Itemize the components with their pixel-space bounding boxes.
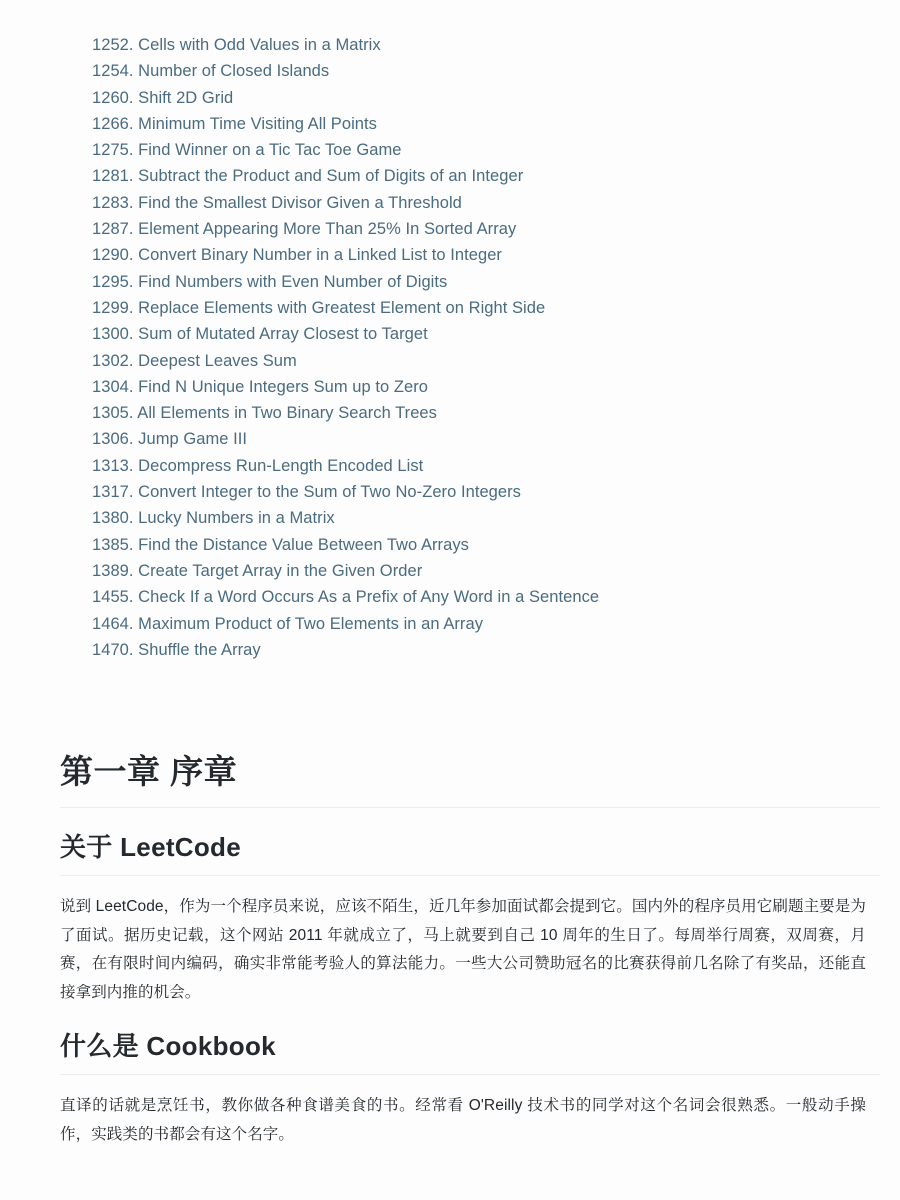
problem-link[interactable]: 1290. Convert Binary Number in a Linked List to Integer — [92, 246, 502, 265]
list-item — [92, 32, 880, 58]
problem-link[interactable]: 1281. Subtract the Product and Sum of Digits of an Integer — [92, 167, 524, 186]
list-item — [92, 374, 880, 400]
problem-link[interactable]: 1389. Create Target Array in the Given Order — [92, 561, 423, 580]
list-item — [92, 426, 880, 452]
list-item — [92, 321, 880, 347]
list-item — [92, 137, 880, 163]
list-item — [92, 611, 880, 637]
problem-link[interactable]: 1300. Sum of Mutated Array Closest to Target — [92, 325, 428, 344]
problem-link[interactable]: 1313. Decompress Run-Length Encoded List — [92, 456, 424, 475]
problem-link[interactable]: 1299. Replace Elements with Greatest Element on Right Side — [92, 298, 546, 317]
chapter-title: 第一章 序章 — [60, 753, 238, 791]
problem-link[interactable]: 1287. Element Appearing More Than 25% In Sorted Array — [92, 220, 517, 239]
problem-link[interactable]: 1317. Convert Integer to the Sum of Two No-Zero Integers — [92, 483, 521, 502]
list-item — [92, 269, 880, 295]
problem-link[interactable]: 1464. Maximum Product of Two Elements in an Array — [92, 614, 483, 633]
list-item — [92, 216, 880, 242]
list-item — [92, 479, 880, 505]
problem-link-list — [60, 0, 880, 663]
section-paragraph-about-leetcode: 说到 LeetCode，作为一个程序员来说，应该不陌生，近几年参加面试都会提到它。国内外的程序员用它刷题主要是为了面试。据历史记载，这个网站 2011 年就成立了，马上就要到自己 10 周年的生日了。每周举行周赛，双周赛，月赛，在有限时间内编码，确实非常能考验人的算法能力。一些大公司赞助冠名的比赛获得前几名除了有奖品，还能直接拿到内推的机会。 — [60, 898, 866, 1001]
list-item — [92, 532, 880, 558]
problem-link[interactable]: 1254. Number of Closed Islands — [92, 62, 330, 81]
list-item — [92, 505, 880, 531]
problem-link[interactable]: 1385. Find the Distance Value Between Two Arrays — [92, 535, 469, 554]
section-paragraph-what-is-cookbook: 直译的话就是烹饪书，教你做各种食谱美食的书。经常看 O'Reilly 技术书的同学对这个名词会很熟悉。一般动手操作，实践类的书都会有这个名字。 — [60, 1097, 866, 1143]
problem-link[interactable]: 1275. Find Winner on a Tic Tac Toe Game — [92, 141, 402, 160]
problem-link[interactable]: 1305. All Elements in Two Binary Search Trees — [92, 404, 437, 423]
list-item — [92, 453, 880, 479]
list-item — [92, 242, 880, 268]
list-item — [92, 348, 880, 374]
list-item — [92, 637, 880, 663]
problem-link[interactable]: 1266. Minimum Time Visiting All Points — [92, 114, 377, 133]
list-item — [92, 295, 880, 321]
list-item — [92, 163, 880, 189]
section-title-what-is-cookbook: 什么是 Cookbook — [60, 1031, 276, 1062]
problem-link[interactable]: 1252. Cells with Odd Values in a Matrix — [92, 36, 381, 54]
list-item — [92, 558, 880, 584]
list-item — [92, 584, 880, 610]
problem-link[interactable]: 1455. Check If a Word Occurs As a Prefix of Any Word in a Sentence — [92, 588, 600, 607]
problem-link[interactable]: 1470. Shuffle the Array — [92, 640, 261, 659]
problem-link[interactable]: 1283. Find the Smallest Divisor Given a Threshold — [92, 193, 462, 212]
list-item — [92, 400, 880, 426]
problem-link[interactable]: 1260. Shift 2D Grid — [92, 88, 234, 107]
problem-link[interactable]: 1302. Deepest Leaves Sum — [92, 351, 297, 370]
list-item — [92, 85, 880, 111]
section-title-about-leetcode: 关于 LeetCode — [60, 832, 241, 863]
problem-link[interactable]: 1306. Jump Game III — [92, 430, 248, 449]
list-item — [92, 111, 880, 137]
list-item — [92, 190, 880, 216]
problem-link[interactable]: 1295. Find Numbers with Even Number of Digits — [92, 272, 448, 291]
list-item — [92, 58, 880, 84]
problem-link[interactable]: 1380. Lucky Numbers in a Matrix — [92, 509, 335, 528]
problem-link[interactable]: 1304. Find N Unique Integers Sum up to Zero — [92, 377, 429, 396]
